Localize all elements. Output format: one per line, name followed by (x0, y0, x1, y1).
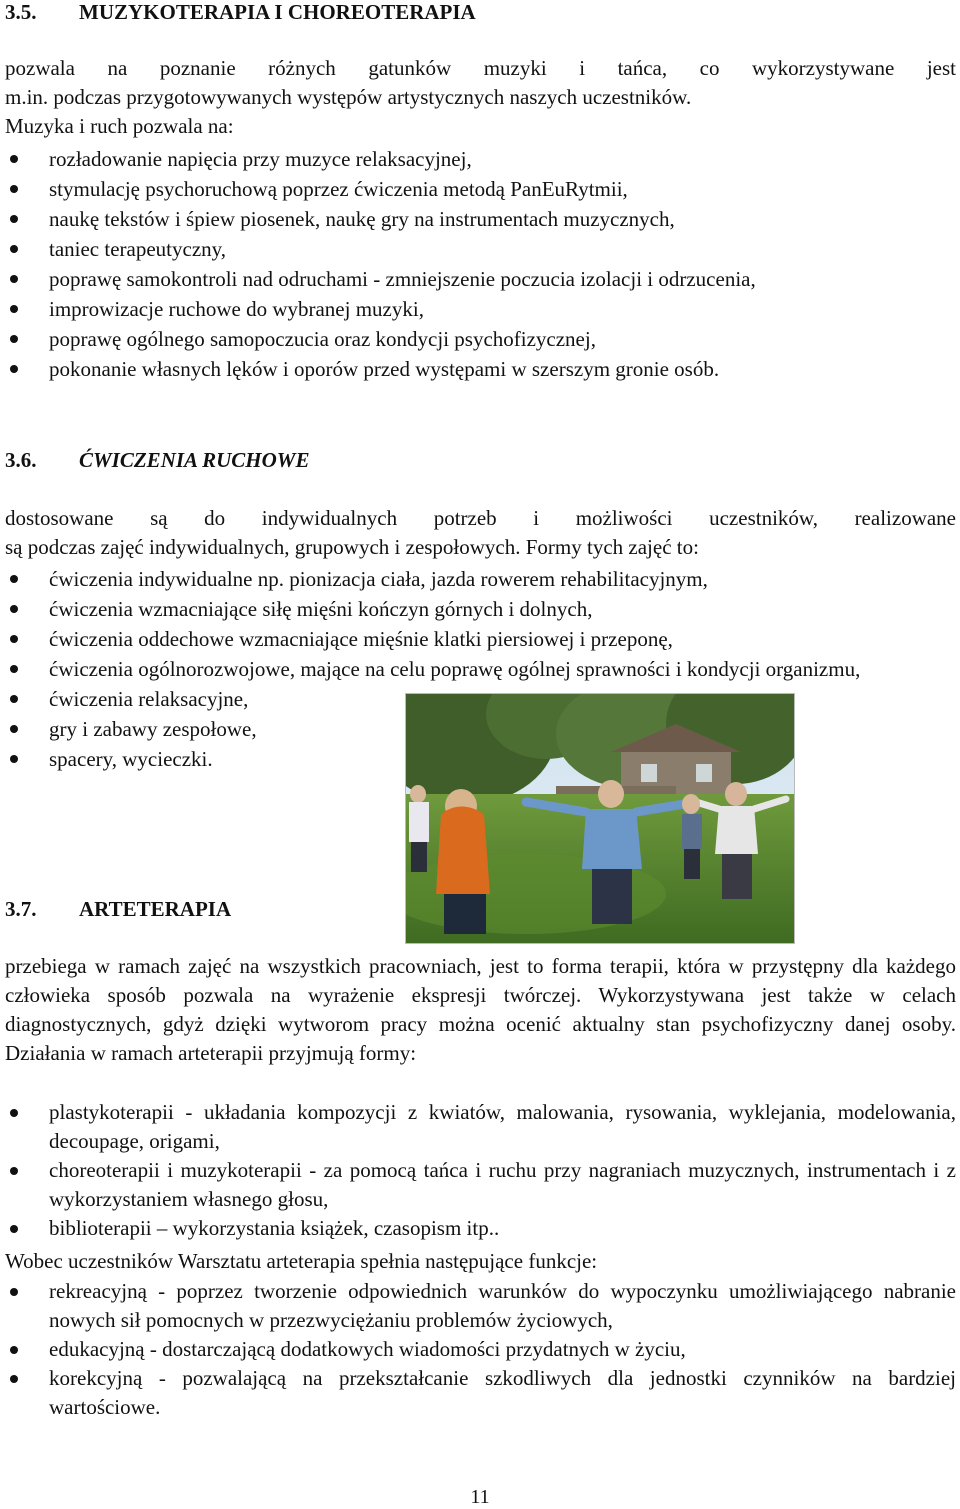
bullet-icon (10, 305, 18, 313)
list-item: edukacyjną - dostarczającą dodatkowych wiadomości przydatnych w życiu, (5, 1335, 956, 1364)
bullet-icon (10, 1375, 18, 1383)
paragraph-line: pozwala na poznanie różnych gatunków muzyki i tańca, co wykorzystywane jest (5, 56, 956, 80)
list-item: choreoterapii i muzykoterapii - za pomocą tańca i ruchu przy nagraniach muzycznych, instrumentach i z wykorzystaniem własnego głosu, (5, 1156, 956, 1214)
list-intro: Wobec uczestników Warsztatu arteterapia spełnia następujące funkcje: (5, 1249, 598, 1273)
list-item: korekcyjną - pozwalającą na przekształcanie szkodliwych dla jednostki czynników na bardziej wartościowe. (5, 1364, 956, 1422)
bullet-icon (10, 155, 18, 163)
section-title: MUZYKOTERAPIA I CHOREOTERAPIA (79, 0, 476, 24)
list-item: ćwiczenia relaksacyjne, (5, 684, 956, 714)
list-item: ćwiczenia oddechowe wzmacniające mięśnie klatki piersiowej i przeponę, (5, 624, 956, 654)
list-item: naukę tekstów i śpiew piosenek, naukę gry na instrumentach muzycznych, (5, 204, 956, 234)
list-item: spacery, wycieczki. (5, 744, 956, 774)
photo-illustration (406, 694, 794, 943)
bullet-icon (10, 1167, 18, 1175)
list-item: ćwiczenia wzmacniające siłę mięśni kończyn górnych i dolnych, (5, 594, 956, 624)
bullet-icon (10, 275, 18, 283)
group-exercise-photo (405, 693, 795, 944)
paragraph-line: dostosowane są do indywidualnych potrzeb i możliwości uczestników, realizowane (5, 506, 956, 530)
page-number: 11 (470, 1486, 490, 1508)
bullet-icon (10, 695, 18, 703)
section-number: 3.5. (5, 0, 37, 24)
list-item: gry i zabawy zespołowe, (5, 714, 956, 744)
paragraph-line: m.in. podczas przygotowywanych występów artystycznych naszych uczestników. (5, 85, 692, 109)
bullet-icon (10, 365, 18, 373)
bullet-icon (10, 215, 18, 223)
bullet-list-functions (5, 1277, 956, 1422)
list-item: plastykoterapii - układania kompozycji z kwiatów, malowania, rysowania, wyklejania, modelowania, decoupage, origami, (5, 1098, 956, 1156)
bullet-list-art-forms (5, 1098, 956, 1243)
bullet-list-music (5, 144, 956, 384)
bullet-icon (10, 1288, 18, 1296)
bullet-icon (10, 1225, 18, 1233)
bullet-icon (10, 575, 18, 583)
section-heading-3-6 (5, 448, 310, 473)
list-intro: Muzyka i ruch pozwala na: (5, 114, 234, 138)
list-item: taniec terapeutyczny, (5, 234, 956, 264)
bullet-icon (10, 605, 18, 613)
list-item: stymulację psychoruchową poprzez ćwiczenia metodą PanEuRytmii, (5, 174, 956, 204)
list-item: ćwiczenia indywidualne np. pionizacja ciała, jazda rowerem rehabilitacyjnym, (5, 564, 956, 594)
bullet-icon (10, 755, 18, 763)
paragraph-line: są podczas zajęć indywidualnych, grupowych i zespołowych. Formy tych zajęć to: (5, 535, 699, 559)
list-item: ćwiczenia ogólnorozwojowe, mające na celu poprawę ogólnej sprawności i kondycji organizmu, (5, 654, 956, 684)
list-item: poprawę samokontroli nad odruchami - zmniejszenie poczucia izolacji i odrzucenia, (5, 264, 956, 294)
section-title: ĆWICZENIA RUCHOWE (79, 448, 310, 472)
list-item: poprawę ogólnego samopoczucia oraz kondycji psychofizycznej, (5, 324, 956, 354)
bullet-icon (10, 635, 18, 643)
list-item: rozładowanie napięcia przy muzyce relaksacyjnej, (5, 144, 956, 174)
list-item: rekreacyjną - poprzez tworzenie odpowiednich warunków do wypoczynku umożliwiającego nabranie nowych sił pomocnych w przezwyciężaniu problemów życiowych, (5, 1277, 956, 1335)
bullet-icon (10, 245, 18, 253)
section-title: ARTETERAPIA (79, 897, 232, 921)
bullet-icon (10, 1346, 18, 1354)
bullet-icon (10, 185, 18, 193)
section-number: 3.6. (5, 448, 37, 472)
section-number: 3.7. (5, 897, 37, 921)
paragraph-arteterapia: przebiega w ramach zajęć na wszystkich pracowniach, jest to forma terapii, która w przystępny dla każdego człowieka sposób pozwala na wyrażenie ekspresji twórczej. Wykorzystywana jest także w celach diagnostycznych, gdyż dzięki wytworom pracy można ocenić aktualny stan psychofizyczny danej osoby. Działania w ramach arteterapii przyjmują formy: (5, 954, 956, 1065)
section-heading-3-5 (5, 0, 476, 25)
bullet-icon (10, 335, 18, 343)
section-heading-3-7 (5, 897, 231, 922)
bullet-icon (10, 665, 18, 673)
bullet-icon (10, 1109, 18, 1117)
bullet-icon (10, 725, 18, 733)
list-item: pokonanie własnych lęków i oporów przed występami w szerszym gronie osób. (5, 354, 956, 384)
list-item: improwizacje ruchowe do wybranej muzyki, (5, 294, 956, 324)
list-item: biblioterapii – wykorzystania książek, czasopism itp.. (5, 1214, 956, 1243)
